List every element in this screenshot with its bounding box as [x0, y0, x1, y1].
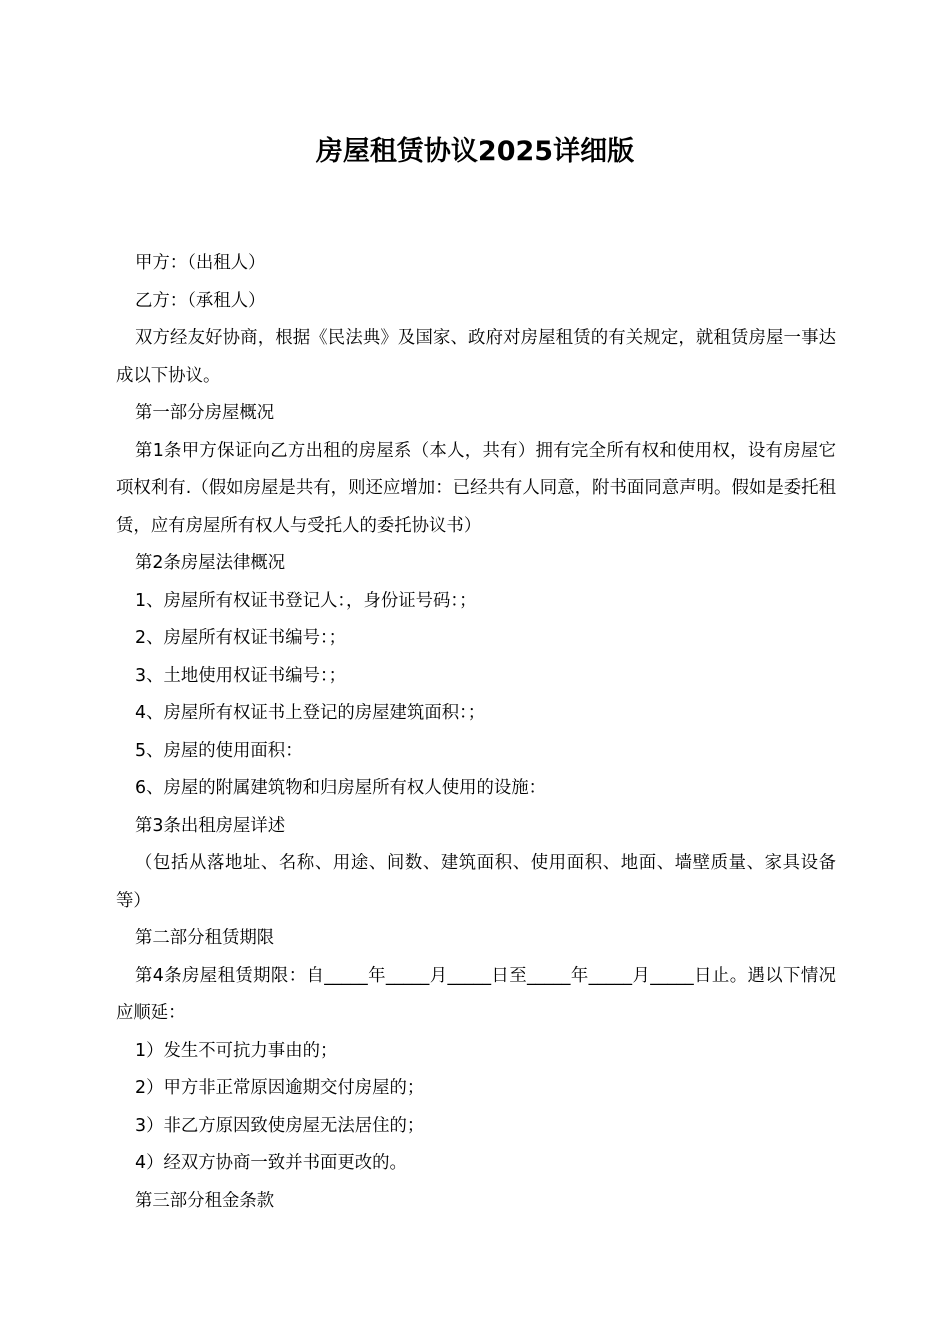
list-item: 3、土地使用权证书编号：；: [135, 665, 347, 686]
section-heading-part-2: 第二部分租赁期限: [135, 928, 275, 948]
list-item: 1、房屋所有权证书登记人：，身份证号码：；: [135, 590, 477, 611]
document-title: 房屋租赁协议2025详细版: [315, 136, 635, 167]
list-item: 2、房屋所有权证书编号：；: [135, 628, 347, 648]
list-item: 2）甲方非正常原因逾期交付房屋的；: [135, 1078, 425, 1098]
list-item: 1）发生不可抗力事由的；: [135, 1040, 338, 1061]
preamble-paragraph: 双方经友好协商，根据《民法典》及国家、政府对房屋租赁的有关规定，就租赁房屋一事达成以下协议。: [116, 328, 836, 386]
section-heading-part-3: 第三部分租金条款: [135, 1190, 275, 1211]
list-item: 4）经双方协商一致并书面更改的。: [135, 1153, 407, 1173]
party-a-line: 甲方：（出租人）: [135, 253, 266, 273]
article-4-paragraph: 第4条房屋租赁期限：自_____年_____月_____日至_____年_____月_____日止。遇以下情况应顺延：: [116, 965, 836, 1023]
list-item: 3）非乙方原因致使房屋无法居住的；: [135, 1115, 425, 1136]
article-1-paragraph: 第1条甲方保证向乙方出租的房屋系（本人，共有）拥有完全所有权和使用权，设有房屋它项权利有.（假如房屋是共有，则还应增加：已经共有人同意，附书面同意声明。假如是委托租赁，应有房屋所有权人与受托人的委托协议书）: [116, 440, 836, 536]
article-3-heading: 第3条出租房屋详述: [135, 815, 286, 836]
document-body: [116, 245, 836, 1220]
list-item: 5、房屋的使用面积：: [135, 740, 303, 761]
list-item: 4、房屋所有权证书上登记的房屋建筑面积：；: [135, 703, 486, 723]
section-heading-part-1: 第一部分房屋概况: [135, 403, 275, 423]
article-2-heading: 第2条房屋法律概况: [135, 553, 286, 573]
list-item: 6、房屋的附属建筑物和归房屋所有权人使用的设施：: [135, 778, 547, 798]
article-3-detail: （包括从落地址、名称、用途、间数、建筑面积、使用面积、地面、墙壁质量、家具设备等）: [116, 853, 836, 911]
party-b-line: 乙方：（承租人）: [135, 290, 266, 311]
